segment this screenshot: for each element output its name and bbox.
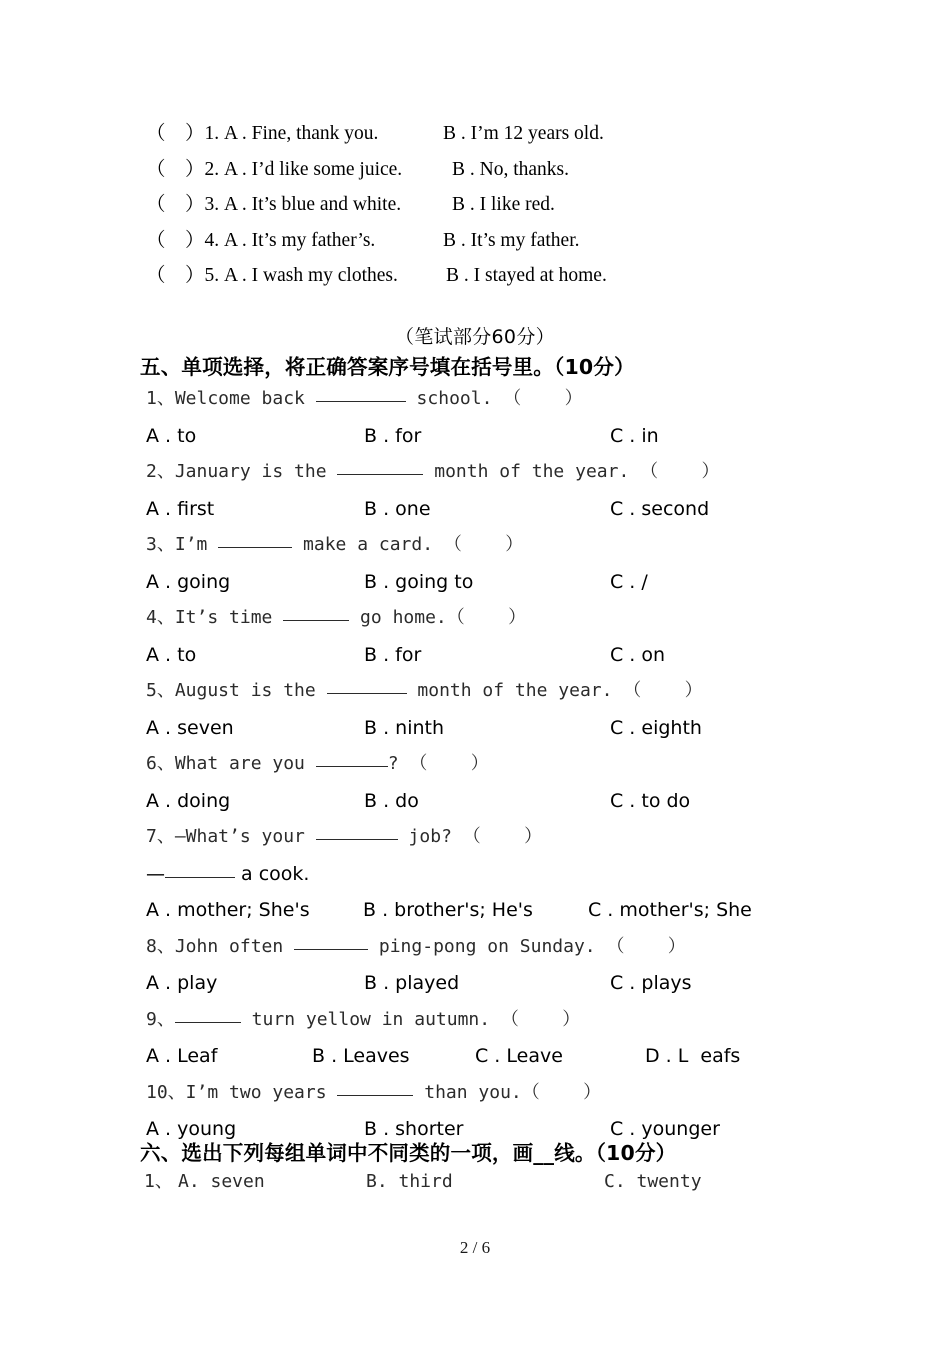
option-a[interactable]: A . first — [146, 497, 215, 520]
section-heading-five: 五、单项选择，将正确答案序号填在括号里。（10分） — [140, 355, 635, 379]
listening-option-b[interactable]: B . I stayed at home. — [446, 265, 607, 286]
question-stem — [146, 1075, 936, 1112]
multiple-choice-list — [146, 381, 936, 1148]
question-stem — [146, 929, 936, 966]
stem-text: 4、It’s time — [146, 607, 284, 628]
stem-text: 3、I’m — [146, 534, 219, 555]
option-b[interactable]: B . one — [364, 497, 431, 520]
option-c[interactable]: C . mother's; She — [588, 899, 752, 921]
listening-answers-block — [146, 116, 846, 294]
stem-text: 10、I’m two years — [146, 1081, 338, 1103]
item-number: 1、 — [144, 1171, 173, 1192]
option-a[interactable]: A . to — [146, 643, 197, 666]
question-stem — [146, 746, 936, 783]
answer-bracket[interactable]: （ ） — [146, 158, 205, 180]
listening-option-b[interactable]: B . I like red. — [452, 194, 555, 215]
stem-text: 1、Welcome back — [146, 388, 316, 409]
question-stem — [146, 381, 936, 418]
option-c[interactable]: C . in — [610, 424, 659, 447]
option-c[interactable]: C . to do — [610, 789, 691, 812]
question-stem — [146, 819, 936, 856]
option-a[interactable]: A . seven — [146, 716, 234, 739]
odd-one-out-row — [144, 1166, 934, 1198]
option-a[interactable]: A . young — [146, 1118, 237, 1140]
listening-option-a — [146, 223, 375, 259]
option-text[interactable]: A . I wash my clothes. — [224, 265, 398, 286]
option-b[interactable]: B . for — [364, 643, 422, 666]
written-part-title: （笔试部分60分） — [395, 326, 555, 348]
option-b[interactable]: B . brother's; He's — [363, 899, 533, 921]
listening-option-a — [146, 187, 401, 223]
question-options — [146, 564, 936, 601]
option-b[interactable]: B . Leaves — [312, 1045, 410, 1067]
stem-text: month of the year. （ ） — [406, 680, 703, 701]
question-options — [146, 1038, 936, 1075]
question-options — [146, 710, 936, 747]
option-c[interactable]: C . plays — [610, 972, 692, 994]
answer-bracket[interactable]: （ ） — [146, 265, 205, 286]
stem-text: ? （ ） — [387, 753, 489, 774]
stem-text: 7、—What’s your — [146, 826, 316, 847]
option-b[interactable]: B . do — [364, 789, 419, 812]
question-options — [146, 783, 936, 820]
listening-option-b[interactable]: B . I’m 12 years old. — [443, 123, 604, 144]
option-b[interactable]: B . ninth — [364, 716, 445, 739]
item-number: 3. — [204, 194, 220, 215]
page-number-footer: 2 / 6 — [459, 1238, 491, 1257]
question-options — [146, 418, 936, 455]
listening-row — [146, 258, 846, 294]
stem-text: ping-pong on Sunday. （ ） — [368, 935, 686, 957]
option-a[interactable]: A . play — [146, 972, 218, 994]
option-text[interactable]: A . Fine, thank you. — [224, 123, 379, 144]
question-options — [146, 637, 936, 674]
listening-row — [146, 116, 846, 152]
listening-row — [146, 223, 846, 259]
option-b[interactable]: B . for — [364, 424, 422, 447]
question-stem — [146, 1002, 936, 1039]
stem-text: turn yellow in autumn. （ ） — [240, 1008, 581, 1030]
stem-text: school. （ ） — [405, 388, 583, 409]
question-options — [146, 965, 936, 1002]
option-a[interactable]: A . to — [146, 424, 197, 447]
option-a[interactable]: A . mother; She's — [146, 899, 310, 921]
option-b[interactable]: B. third — [366, 1171, 453, 1192]
option-b[interactable]: B . going to — [364, 570, 474, 593]
option-a[interactable]: A . doing — [146, 789, 231, 812]
section-heading-six: 六、选出下列每组单词中不同类的一项，画__线。（10分） — [140, 1141, 677, 1165]
option-b[interactable]: B . played — [364, 972, 460, 994]
stem-text: a cook. — [235, 862, 310, 885]
answer-bracket[interactable]: （ ） — [146, 229, 205, 251]
stem-text: month of the year. （ ） — [423, 461, 720, 482]
option-text[interactable]: A . It’s my father’s. — [224, 229, 376, 251]
stem-text: than you.（ ） — [413, 1081, 602, 1103]
option-text[interactable]: A . It’s blue and white. — [224, 194, 402, 215]
question-stem — [146, 600, 936, 637]
answer-blank[interactable] — [316, 824, 398, 840]
answer-blank[interactable] — [337, 459, 423, 475]
stem-text: 2、January is the — [146, 461, 338, 482]
item-number: 4. — [204, 229, 220, 251]
option-c[interactable]: C . second — [610, 497, 710, 520]
question-options — [146, 892, 936, 929]
item-number: 5. — [204, 265, 220, 286]
answer-blank[interactable] — [283, 605, 349, 621]
stem-text: go home.（ ） — [349, 607, 527, 628]
answer-bracket[interactable]: （ ） — [146, 123, 205, 144]
listening-option-b[interactable]: B . It’s my father. — [443, 229, 580, 251]
listening-option-a — [146, 258, 398, 294]
item-number: 1. — [204, 123, 220, 144]
option-c[interactable]: C . younger — [610, 1118, 720, 1140]
listening-option-a — [146, 152, 402, 188]
question-options — [146, 491, 936, 528]
option-c[interactable]: C . / — [610, 570, 648, 593]
item-number: 2. — [204, 158, 220, 180]
listening-option-a — [146, 116, 378, 152]
answer-bracket[interactable]: （ ） — [146, 194, 205, 215]
stem-text: make a card. （ ） — [292, 534, 524, 555]
question-stem — [146, 673, 936, 710]
stem-text: 9、 — [146, 1008, 175, 1030]
listening-row — [146, 152, 846, 188]
option-c[interactable]: C. twenty — [604, 1171, 702, 1192]
dash-marker: — — [146, 862, 165, 885]
listening-option-b[interactable]: B . No, thanks. — [452, 158, 569, 180]
answer-blank[interactable] — [316, 386, 406, 402]
listening-row — [146, 187, 846, 223]
stem-text: job? （ ） — [397, 826, 543, 847]
option-text[interactable]: A . I’d like some juice. — [224, 158, 403, 180]
option-d[interactable]: D . L eafs — [645, 1045, 741, 1067]
stem-text: 5、August is the — [146, 680, 327, 701]
answer-blank[interactable] — [175, 1007, 241, 1023]
question-stem-continued — [146, 856, 936, 893]
answer-blank[interactable] — [165, 862, 235, 878]
option-c[interactable]: C . on — [610, 643, 666, 666]
option-c[interactable]: C . Leave — [475, 1045, 563, 1067]
question-stem — [146, 527, 936, 564]
option-a[interactable]: A . going — [146, 570, 231, 593]
answer-blank[interactable] — [337, 1080, 413, 1096]
question-stem — [146, 454, 936, 491]
answer-blank[interactable] — [327, 678, 407, 694]
option-b[interactable]: B . shorter — [364, 1118, 464, 1140]
stem-text: 8、John often — [146, 935, 295, 957]
stem-text: 6、What are you — [146, 753, 316, 774]
option-a[interactable]: A . Leaf — [146, 1045, 218, 1067]
option-c[interactable]: C . eighth — [610, 716, 702, 739]
answer-blank[interactable] — [294, 934, 368, 950]
option-a[interactable]: A. seven — [178, 1171, 265, 1192]
answer-blank[interactable] — [218, 532, 292, 548]
answer-blank[interactable] — [316, 751, 388, 767]
